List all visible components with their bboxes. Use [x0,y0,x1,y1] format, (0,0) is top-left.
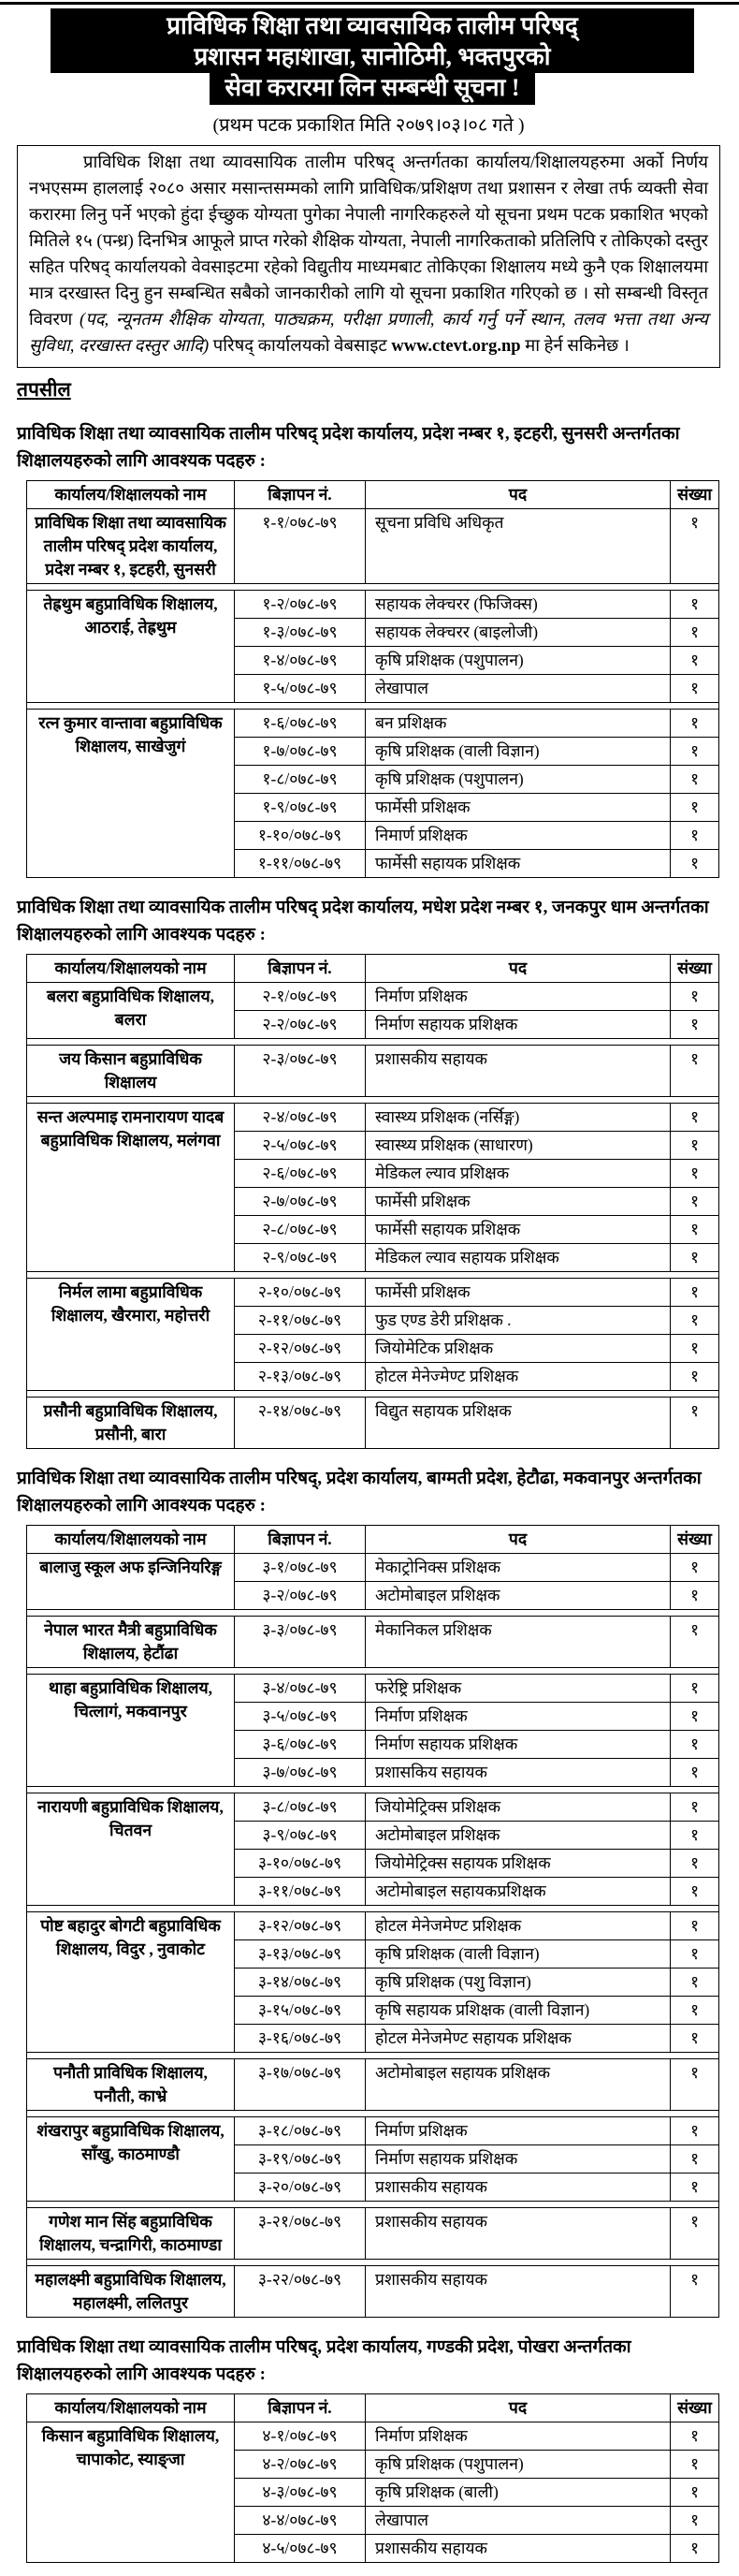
page-top-border [0,2,739,5]
post-cell: जियोमेटिक प्रशिक्षक [366,1335,671,1363]
post-cell: कृषि प्रशिक्षक (पशु विज्ञान) [366,1969,671,1997]
count-cell: १ [671,1703,719,1731]
table-row [27,1279,719,1307]
office-name-cell: नेपाल भारत मैत्री बहुप्राविधिक शिक्षालय, हेटौंढा [27,1617,235,1668]
office-name-cell: थाहा बहुप्राविधिक शिक्षालय, चित्लागं, मकवानपुर [27,1675,235,1787]
advertisement-number-cell: ३-१३/०७८-७९ [235,1940,366,1969]
post-cell: निर्माण प्रशिक्षक [366,2117,671,2145]
office-name-cell: बालाजु स्कूल अफ इन्जिनियरिङ्ग [27,1554,235,1610]
org-branch: प्रशासन महाशाखा, सानोठिमी, भक्तपुरको [194,43,551,70]
post-cell: स्वास्थ्य प्रशिक्षक (साधारण) [366,1132,671,1160]
post-cell: जियोमेट्रिक्स सहायक प्रशिक्षक [366,1850,671,1878]
count-cell: १ [671,1759,719,1787]
published-date: (प्रथम पटक प्रकाशित मिति २०७९।०३।०८ गते ) [212,115,525,136]
count-cell: १ [671,983,719,1011]
count-cell: १ [671,1675,719,1703]
count-cell: १ [671,1822,719,1850]
notice-paragraph [29,150,708,359]
post-cell: होटल मेनेजमेण्ट सहायक प्रशिक्षक [366,2025,671,2053]
column-header: संख्या [671,2394,719,2422]
post-cell: निर्माण सहायक प्रशिक्षक [366,2145,671,2174]
post-cell: लेखापाल [366,675,671,703]
advertisement-number-cell: १-८/०७८-७९ [235,766,366,794]
advertisement-number-cell: २-४/०७८-७९ [235,1104,366,1132]
count-cell: १ [671,2145,719,2174]
column-header: कार्यालय/शिक्षालयको नाम [27,2394,235,2422]
count-cell: १ [671,766,719,794]
column-header: बिज्ञापन नं. [235,481,366,509]
advertisement-number-cell: २-८/०७८-७९ [235,1216,366,1244]
post-cell: बन प्रशिक्षक [366,710,671,738]
count-cell: १ [671,1335,719,1363]
advertisement-number-cell: २-१४/०७८-७९ [235,1398,366,1449]
post-cell: मेकाट्रोनिक्स प्रशिक्षक [366,1554,671,1582]
table-row [27,1675,719,1703]
post-cell: कृषि सहायक प्रशिक्षक (वाली विज्ञान) [366,1997,671,2025]
office-name-cell: जय किसान बहुप्राविधिक शिक्षालय [27,1046,235,1097]
post-cell: जियोमेट्रिक्स प्रशिक्षक [366,1793,671,1822]
count-cell: १ [671,2174,719,2202]
count-cell: १ [671,2059,719,2111]
advertisement-number-cell: १-१०/०७८-७९ [235,822,366,850]
count-cell: १ [671,1132,719,1160]
post-cell: अटोमोबाइल सहायक प्रशिक्षक [366,2059,671,2111]
advertisement-number-cell: ४-५/०७८-७९ [235,2535,366,2563]
count-cell: १ [671,1279,719,1307]
post-cell: अटोमोबाइल प्रशिक्षक [366,1822,671,1850]
post-cell: कृषि प्रशिक्षक (वाली विज्ञान) [366,1940,671,1969]
tapsil-heading: तपसील [17,378,71,401]
count-cell: १ [671,2266,719,2318]
advertisement-number-cell: २-३/०७८-७९ [235,1046,366,1097]
count-cell: १ [671,1554,719,1582]
post-cell: कृषि प्रशिक्षक (बाली) [366,2479,671,2507]
post-cell: निमार्ण प्रशिक्षक [366,822,671,850]
office-name-cell: पोष्ट बहादुर बोगटी बहुप्राविधिक शिक्षालय, विदुर , नुवाकोट [27,1912,235,2053]
advertisement-number-cell: २-७/०७८-७९ [235,1188,366,1216]
advertisement-number-cell: ३-१५/०७८-७९ [235,1997,366,2025]
office-name-cell: रत्न कुमार वान्तावा बहुप्राविधिक शिक्षालय, साखेजुगं [27,710,235,878]
group-spacer-cell [27,1668,719,1675]
table-row [27,2059,719,2111]
table-row [27,1554,719,1582]
count-cell: १ [671,1731,719,1759]
column-header: कार्यालय/शिक्षालयको नाम [27,1526,235,1554]
advertisement-number-cell: १-७/०७८-७९ [235,738,366,766]
advertisement-number-cell: ३-६/०७८-७९ [235,1731,366,1759]
advertisement-number-cell: ३-१२/०७८-७९ [235,1912,366,1940]
advertisement-number-cell: २-५/०७८-७९ [235,1132,366,1160]
post-cell: फार्मेसी प्रशिक्षक [366,1188,671,1216]
section-madhesh [17,894,720,1449]
column-header: संख्या [671,955,719,983]
table-row [27,2117,719,2145]
group-spacer-cell [27,1391,719,1398]
table-row [27,983,719,1011]
count-cell: १ [671,675,719,703]
count-cell: १ [671,1997,719,2025]
count-cell: १ [671,738,719,766]
post-cell: फरेष्ट्रि प्रशिक्षक [366,1675,671,1703]
post-cell: फार्मेसी प्रशिक्षक [366,794,671,822]
notice-header [17,8,720,105]
advertisement-number-cell: २-१/०७८-७९ [235,983,366,1011]
advertisement-number-cell: ३-१८/०७८-७९ [235,2117,366,2145]
table-row [27,1617,719,1668]
section-heading: प्राविधिक शिक्षा तथा व्यावसायिक तालीम परिषद् प्रदेश कार्यालय, प्रदेश नम्बर १, इटहरी, सुनसरी अन्तर्गतका शिक्षालयहरुको लागि आवश्यक पदहरु : [17,424,680,471]
column-header: बिज्ञापन नं. [235,2394,366,2422]
count-cell: १ [671,1878,719,1906]
post-cell: मेडिकल ल्याव सहायक प्रशिक्षक [366,1244,671,1272]
count-cell: १ [671,647,719,675]
post-cell: निर्माण सहायक प्रशिक्षक [366,1731,671,1759]
count-cell: १ [671,794,719,822]
group-spacer-row [27,1906,719,1912]
advertisement-number-cell: १-६/०७८-७९ [235,710,366,738]
advertisement-number-cell: २-२/०७८-७९ [235,1011,366,1039]
office-name-cell: पनौती प्राविधिक शिक्षालय, पनौती, काभ्रे [27,2059,235,2111]
count-cell: १ [671,1160,719,1188]
vacancy-table [26,1525,719,2318]
notice-text-website-prefix: परिषद् कार्यालयको वेबसाइट [212,337,387,356]
advertisement-number-cell: ३-११/०७८-७९ [235,1878,366,1906]
post-cell: स्वास्थ्य प्रशिक्षक (नर्सिङ्ग) [366,1104,671,1132]
count-cell: १ [671,2451,719,2479]
group-spacer-row [27,584,719,591]
post-cell: होटल मेनेजमेण्ट प्रशिक्षक [366,1912,671,1940]
advertisement-number-cell: ४-३/०७८-७९ [235,2479,366,2507]
post-cell: मेकानिकल प्रशिक्षक [366,1617,671,1668]
advertisement-number-cell: ३-१४/०७८-७९ [235,1969,366,1997]
table-row [27,1398,719,1449]
post-cell: फार्मेसी सहायक प्रशिक्षक [366,1216,671,1244]
advertisement-number-cell: ३-८/०७८-७९ [235,1793,366,1822]
group-spacer-cell [27,2053,719,2059]
count-cell: १ [671,1104,719,1132]
table-row [27,710,719,738]
vacancy-table [26,954,719,1449]
advertisement-number-cell: १-५/०७८-७९ [235,675,366,703]
column-header: बिज्ञापन नं. [235,1526,366,1554]
group-spacer-cell [27,2111,719,2117]
count-cell: १ [671,1940,719,1969]
count-cell: १ [671,1046,719,1097]
advertisement-number-cell: १-३/०७८-७९ [235,619,366,647]
advertisement-number-cell: २-१३/०७८-७९ [235,1363,366,1391]
count-cell: १ [671,850,719,878]
table-header-row [27,1526,719,1554]
section-heading: प्राविधिक शिक्षा तथा व्यावसायिक तालीम परिषद् प्रदेश कार्यालय, मधेश प्रदेश नम्बर १, जनकपुर धाम अन्तर्गतका शिक्षालयहरुको लागि आवश्यक पदहरु : [17,898,709,944]
notice-text-detail-list: (पद, न्यूनतम शैक्षिक योग्यता, पाठ्यक्रम, परीक्षा प्रणाली, कार्य गर्नु पर्ने स्थान, तलव भत्ता तथा अन्य सुविधा, दरखास्त दस्तुर आदि) [29,311,708,356]
header-line3-wrap [51,73,694,105]
count-cell: १ [671,2025,719,2053]
post-cell: निर्माण सहायक प्रशिक्षक [366,1011,671,1039]
advertisement-number-cell: १-९/०७८-७९ [235,794,366,822]
group-spacer-cell [27,2260,719,2266]
count-cell: १ [671,1244,719,1272]
post-cell: विद्युत सहायक प्रशिक्षक [366,1398,671,1449]
office-name-cell: बलरा बहुप्राविधिक शिक्षालय, बलरा [27,983,235,1039]
post-cell: कृषि प्रशिक्षक (पशुपालन) [366,2451,671,2479]
office-name-cell: महालक्ष्मी बहुप्राविधिक शिक्षालय, महालक्ष्मी, ललितपुर [27,2266,235,2318]
office-name-cell: प्राविधिक शिक्षा तथा व्यावसायिक तालीम परिषद् प्रदेश कार्यालय, प्रदेश नम्बर १, इटहरी, सुनसरी [27,509,235,584]
count-cell: १ [671,1969,719,1997]
advertisement-number-cell: २-१२/०७८-७९ [235,1335,366,1363]
advertisement-number-cell: ३-१०/०७८-७९ [235,1850,366,1878]
post-cell: सूचना प्रविधि अधिकृत [366,509,671,584]
post-cell: निर्माण प्रशिक्षक [366,1703,671,1731]
header-black-banner [51,8,694,73]
column-header: बिज्ञापन नं. [235,955,366,983]
count-cell: १ [671,1011,719,1039]
count-cell: १ [671,1912,719,1940]
count-cell: १ [671,1617,719,1668]
post-cell: अटोमोबाइल सहायकप्रशिक्षक [366,1878,671,1906]
table-row [27,1793,719,1822]
group-spacer-row [27,1039,719,1046]
group-spacer-row [27,1272,719,1279]
count-cell: १ [671,509,719,584]
table-header-row [27,955,719,983]
column-header: कार्यालय/शिक्षालयको नाम [27,481,235,509]
table-header-row [27,2394,719,2422]
group-spacer-row [27,1668,719,1675]
count-cell: १ [671,2208,719,2260]
advertisement-number-cell: ३-१६/०७८-७९ [235,2025,366,2053]
count-cell: १ [671,591,719,619]
table-row [27,591,719,619]
post-cell: फार्मेसी सहायक प्रशिक्षक [366,850,671,878]
post-cell: अटोमोबाइल प्रशिक्षक [366,1582,671,1610]
advertisement-number-cell: १-११/०७८-७९ [235,850,366,878]
column-header: पद [366,481,671,509]
column-header: पद [366,1526,671,1554]
post-cell: कृषि प्रशिक्षक (पशुपालन) [366,647,671,675]
post-cell: मेडिकल ल्याव प्रशिक्षक [366,1160,671,1188]
group-spacer-cell [27,1610,719,1617]
office-name-cell: गणेश मान सिंह बहुप्राविधिक शिक्षालय, चन्द्रागिरी, काठमाण्डा [27,2208,235,2260]
group-spacer-cell [27,1787,719,1793]
group-spacer-cell [27,703,719,710]
advertisement-number-cell: ३-१९/०७८-७९ [235,2145,366,2174]
count-cell: १ [671,1398,719,1449]
group-spacer-row [27,1610,719,1617]
count-cell: १ [671,2479,719,2507]
count-cell: १ [671,1363,719,1391]
group-spacer-cell [27,1097,719,1104]
section-gandaki [17,2334,720,2563]
advertisement-number-cell: १-४/०७८-७९ [235,647,366,675]
office-name-cell: शंखरापुर बहुप्राविधिक शिक्षालय, साँखु, काठमाण्डौ [27,2117,235,2202]
advertisement-number-cell: २-६/०७८-७९ [235,1160,366,1188]
group-spacer-row [27,703,719,710]
section-bagmati [17,1465,720,2318]
group-spacer-cell [27,1906,719,1912]
office-name-cell: तेह्रथुम बहुप्राविधिक शिक्षालय, आठराई, तेह्रथुम [27,591,235,703]
table-row [27,2208,719,2260]
group-spacer-cell [27,584,719,591]
table-row [27,509,719,584]
post-cell: फार्मेसी प्रशिक्षक [366,1279,671,1307]
office-name-cell: प्रसौनी बहुप्राविधिक शिक्षालय, प्रसौनी, बारा [27,1398,235,1449]
post-cell: प्रशासकीय सहायक [366,2208,671,2260]
advertisement-number-cell: ३-७/०७८-७९ [235,1759,366,1787]
column-header: पद [366,955,671,983]
advertisement-number-cell: ३-५/०७८-७९ [235,1703,366,1731]
advertisement-number-cell: ३-२१/०७८-७९ [235,2208,366,2260]
table-row [27,1912,719,1940]
group-spacer-row [27,1391,719,1398]
office-name-cell: सन्त अल्पमाइ रामनारायण यादब बहुप्राविधिक शिक्षालय, मलंगवा [27,1104,235,1272]
count-cell: १ [671,2507,719,2535]
column-header: संख्या [671,1526,719,1554]
count-cell: १ [671,2422,719,2451]
post-cell: निर्माण प्रशिक्षक [366,2422,671,2451]
count-cell: १ [671,822,719,850]
advertisement-number-cell: २-१०/०७८-७९ [235,1279,366,1307]
advertisement-number-cell: २-११/०७८-७९ [235,1307,366,1335]
table-row [27,2266,719,2318]
advertisement-number-cell: ३-१७/०७८-७९ [235,2059,366,2111]
post-cell: प्रशासकीय सहायक [366,2266,671,2318]
section-heading: प्राविधिक शिक्षा तथा व्यावसायिक तालीम परिषद्, प्रदेश कार्यालय, गण्डकी प्रदेश, पोखरा अन्तर्गतका शिक्षालयहरुको लागि आवश्यक पदहरु : [17,2337,631,2384]
advertisement-number-cell: ३-४/०७८-७९ [235,1675,366,1703]
post-cell: प्रशासकिय सहायक [366,1759,671,1787]
advertisement-number-cell: ३-३/०७८-७९ [235,1617,366,1668]
post-cell: प्रशासकीय सहायक [366,2174,671,2202]
group-spacer-cell [27,1272,719,1279]
count-cell: १ [671,710,719,738]
table-row [27,2422,719,2451]
office-name-cell: नारायणी बहुप्राविधिक शिक्षालय, चितवन [27,1793,235,1906]
section-province-1 [17,420,720,878]
group-spacer-row [27,2202,719,2208]
advertisement-number-cell: ३-२०/०७८-७९ [235,2174,366,2202]
advertisement-number-cell: १-२/०७८-७९ [235,591,366,619]
org-name: प्राविधिक शिक्षा तथा व्यावसायिक तालीम परिषद् [167,12,578,39]
office-name-cell: किसान बहुप्राविधिक शिक्षालय, चापाकोट, स्याङ्जा [27,2422,235,2563]
section-heading: प्राविधिक शिक्षा तथा व्यावसायिक तालीम परिषद्, प्रदेश कार्यालय, बाग्मती प्रदेश, हेटौढा, मकवानपुर अन्तर्गतका शिक्षालयहरुको लागि आवश्यक पदहरु : [17,1469,702,1515]
count-cell: १ [671,1216,719,1244]
advertisement-number-cell: ३-१/०७८-७९ [235,1554,366,1582]
vacancy-table [26,480,719,878]
notice-text-end: मा हेर्न सकिनेछ । [525,337,630,356]
count-cell: १ [671,1582,719,1610]
notice-title: सेवा करारमा लिन सम्बन्धी सूचना ! [210,73,534,105]
count-cell: १ [671,619,719,647]
post-cell: लेखापाल [366,2507,671,2535]
group-spacer-row [27,1787,719,1793]
table-row [27,1104,719,1132]
count-cell: १ [671,1188,719,1216]
post-cell: प्रशासकीय सहायक [366,1046,671,1097]
group-spacer-cell [27,2202,719,2208]
count-cell: १ [671,2535,719,2563]
advertisement-number-cell: ४-२/०७८-७९ [235,2451,366,2479]
post-cell: फुड एण्ड डेरी प्रशिक्षक . [366,1307,671,1335]
column-header: कार्यालय/शिक्षालयको नाम [27,955,235,983]
count-cell: १ [671,1850,719,1878]
notice-body-box [17,145,720,368]
post-cell: कृषि प्रशिक्षक (पशुपालन) [366,766,671,794]
advertisement-number-cell: ४-१/०७८-७९ [235,2422,366,2451]
count-cell: १ [671,2117,719,2145]
post-cell: सहायक लेक्चरर (बाइलोजी) [366,619,671,647]
group-spacer-row [27,1097,719,1104]
post-cell: कृषि प्रशिक्षक (वाली विज्ञान) [366,738,671,766]
notice-page [0,8,739,2576]
group-spacer-row [27,2260,719,2266]
table-row [27,1046,719,1097]
advertisement-number-cell: ३-२/०७८-७९ [235,1582,366,1610]
advertisement-number-cell: ३-९/०७८-७९ [235,1822,366,1850]
notice-text-main: प्राविधिक शिक्षा तथा व्यावसायिक तालीम परिषद् अन्तर्गतका कार्यालय/शिक्षालयहरुमा अर्को निर्णय नभएसम्म हाललाई २०८० असार मसान्तसम्मको लागि प्राविधिक/प्रशिक्षण तथा प्रशासन र लेखा तर्फ व्यक्ती सेवा करारमा लिनु पर्ने भएको हुंदा ईच्छुक योग्यता पुगेका नेपाली नागरिकहरुले यो सूचना प्रथम पटक प्रकाशित भएको मितिले १५ (पन्ध्र) दिनभित्र आफूले प्राप्त गरेको शैक्षिक योग्यता, नेपाली नागरिकताको प्रतिलिपि र तोकिएको दस्तुर सहित परिषद् कार्यालयको वेवसाइटमा रहेको विद्युतीय माध्यमबाट तोकिएका शिक्षालय मध्ये कुनै एक शिक्षालयमा मात्र दरखास्त दिनु हुन सम्बन्धित सबैको जानकारीको लागि यो सूचना प्रकाशित गरिएको छ । सो सम्बन्धी विस्तृत विवरण [29,154,708,329]
advertisement-number-cell: २-९/०७८-७९ [235,1244,366,1272]
group-spacer-row [27,2053,719,2059]
website-url: www.ctevt.org.np [391,337,521,356]
group-spacer-cell [27,1039,719,1046]
count-cell: १ [671,1307,719,1335]
column-header: पद [366,2394,671,2422]
vacancy-table [26,2393,719,2563]
office-name-cell: निर्मल लामा बहुप्राविधिक शिक्षालय, खैरमारा, महोत्तरी [27,1279,235,1391]
count-cell: १ [671,1793,719,1822]
advertisement-number-cell: १-१/०७८-७९ [235,509,366,584]
post-cell: प्रशासकीय सहायक [366,2535,671,2563]
post-cell: सहायक लेक्चरर (फिजिक्स) [366,591,671,619]
group-spacer-row [27,2111,719,2117]
column-header: संख्या [671,481,719,509]
advertisement-number-cell: ३-२२/०७८-७९ [235,2266,366,2318]
post-cell: होटल मेनेज्मेण्ट प्रशिक्षक [366,1363,671,1391]
table-header-row [27,481,719,509]
advertisement-number-cell: ४-४/०७८-७९ [235,2507,366,2535]
post-cell: निर्माण प्रशिक्षक [366,983,671,1011]
